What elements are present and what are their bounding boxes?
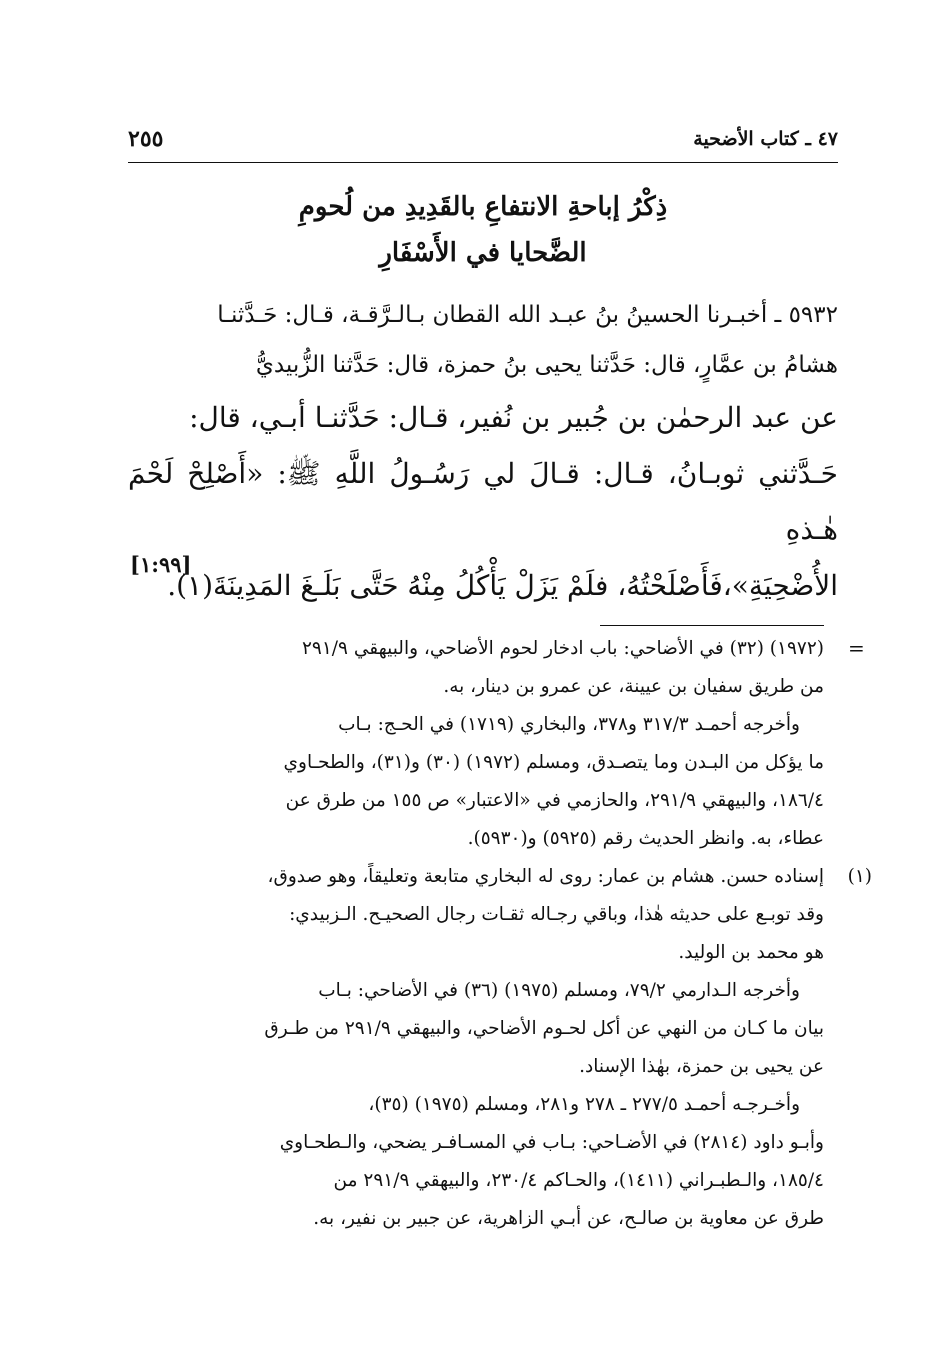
chapter-title-line-2: الضَّحايا في الأَسْفَارِ xyxy=(379,238,587,268)
footnote-1-line: وقد توبـع على حديثه هٰذا، وباقي رجـاله ثقـات رجال الصحيـح. الـزبيدي: xyxy=(289,904,824,925)
footnote-1-line: وأخـرجـه أحمـد ٢٧٧/٥ ـ ٢٧٨ و٢٨١، ومسلم (١٩٧٥) (٣٥)، xyxy=(368,1094,800,1115)
hadith-sanad-line-2: هشامُ بن عمَّارٍ، قال: حَدَّثنا يحيى بنُ حمزة، قال: حَدَّثنا الزُّبيديُّ xyxy=(255,352,838,378)
footnote-1-line: طرق عن معاوية بن صالـح، عن أبـي الزاهرية، عن جبير بن نفير، به. xyxy=(313,1208,824,1229)
hadith-reference: [١:٩٩] xyxy=(130,552,192,577)
footnote-continued-line: من طريق سفيان بن عيينة، عن عمرو بن دينار، به. xyxy=(443,676,824,697)
page-number: ٢٥٥ xyxy=(128,126,164,152)
chapter-title xyxy=(128,184,838,276)
hadith-matn-line-3: الأُضْحِيَةِ»،فَأَصْلَحْتُهُ، فلَمْ يَزَلْ يَأْكُلُ مِنْهُ حَتَّى بَلَـغَ المَدِينَةَ(١). xyxy=(167,569,838,602)
footnote-1 xyxy=(124,858,872,896)
running-title: ٤٧ ـ كتاب الأضحية xyxy=(693,128,838,150)
footnote-continued-line: ما يؤكل من البـدن وما يتصـدق، ومسلم (١٩٧٢) (٣٠) و(٣١)، والطحـاوي xyxy=(283,752,824,773)
footnote-1-line: عن يحيى بن حمزة، بهٰذا الإسناد. xyxy=(579,1056,824,1077)
footnote-1-line: وأخرجه الـدارمي ٧٩/٢، ومسلم (١٩٧٥) (٣٦) في الأضاحي: بـاب xyxy=(318,980,800,1001)
footnote-1-line: إسناده حسن. هشام بن عمار: روى له البخاري متابعة وتعليقاً، وهو صدوق، xyxy=(267,866,824,887)
footnote-1-line: ١٨٥/٤، والـطبـراني (١٤١١)، والحـاكم ٢٣٠/٤، والبيهقي ٢٩١/٩ من xyxy=(333,1170,824,1191)
footnote-1-marker: (١) xyxy=(847,866,872,887)
footnotes xyxy=(124,630,872,1238)
footnote-1-line: بيان ما كـان من النهي عن أكل لحـوم الأضاحي، والبيهقي ٢٩١/٩ من طـرق xyxy=(264,1018,824,1039)
hadith-sanad-line-1: ٥٩٣٢ ـ أخبـرنا الحسينُ بنُ عبـد الله القطان بـالـرَّقـة، قـال: حَـدَّثنـا xyxy=(217,302,838,328)
footnote-continued-line: وأخرجه أحمـد ٣١٧/٣ و٣٧٨، والبخاري (١٧١٩) في الحـج: بـاب xyxy=(338,714,800,735)
footnote-1-line: وأبـو داود (٢٨١٤) في الأضـاحي: بـاب في المسـافـر يضحي، والـطحـاوي xyxy=(279,1132,824,1153)
hadith-matn-line-2: حَـدَّثني ثوبـانُ، قـال: قـالَ لي رَسُـولُ اللَّهِ ﷺ: «أَصْلِحْ لَحْمَ هٰـذهِ xyxy=(128,457,838,546)
hadith-matn-line-1: عن عبد الرحمٰن بن جُبير بن نُفير، قـال: حَدَّثنـا أبـي، قال: xyxy=(189,401,838,434)
footnote-continued-line: عطاء، به. وانظر الحديث رقم (٥٩٢٥) و(٥٩٣٠). xyxy=(467,828,824,849)
footnote-1-line: هو محمد بن الوليد. xyxy=(678,942,824,963)
continuation-mark: = xyxy=(848,636,865,660)
chapter-title-line-1: ذِكْرُ إباحةِ الانتفاعِ بالقَدِيدِ من لُحومِ xyxy=(298,192,668,222)
footnote-continued-line: (١٩٧٢) (٣٢) في الأضاحي: باب ادخار لحوم الأضاحي، والبيهقي ٢٩١/٩ xyxy=(301,638,824,659)
footnote-continued-line: ١٨٦/٤، والبيهقي ٢٩١/٩، والحازمي في «الاعتبار» ص ١٥٥ من طرق عن xyxy=(285,790,824,811)
hadith-text xyxy=(128,290,838,614)
header-rule xyxy=(128,162,838,163)
page-header xyxy=(128,126,838,160)
footnote-rule xyxy=(600,625,824,626)
